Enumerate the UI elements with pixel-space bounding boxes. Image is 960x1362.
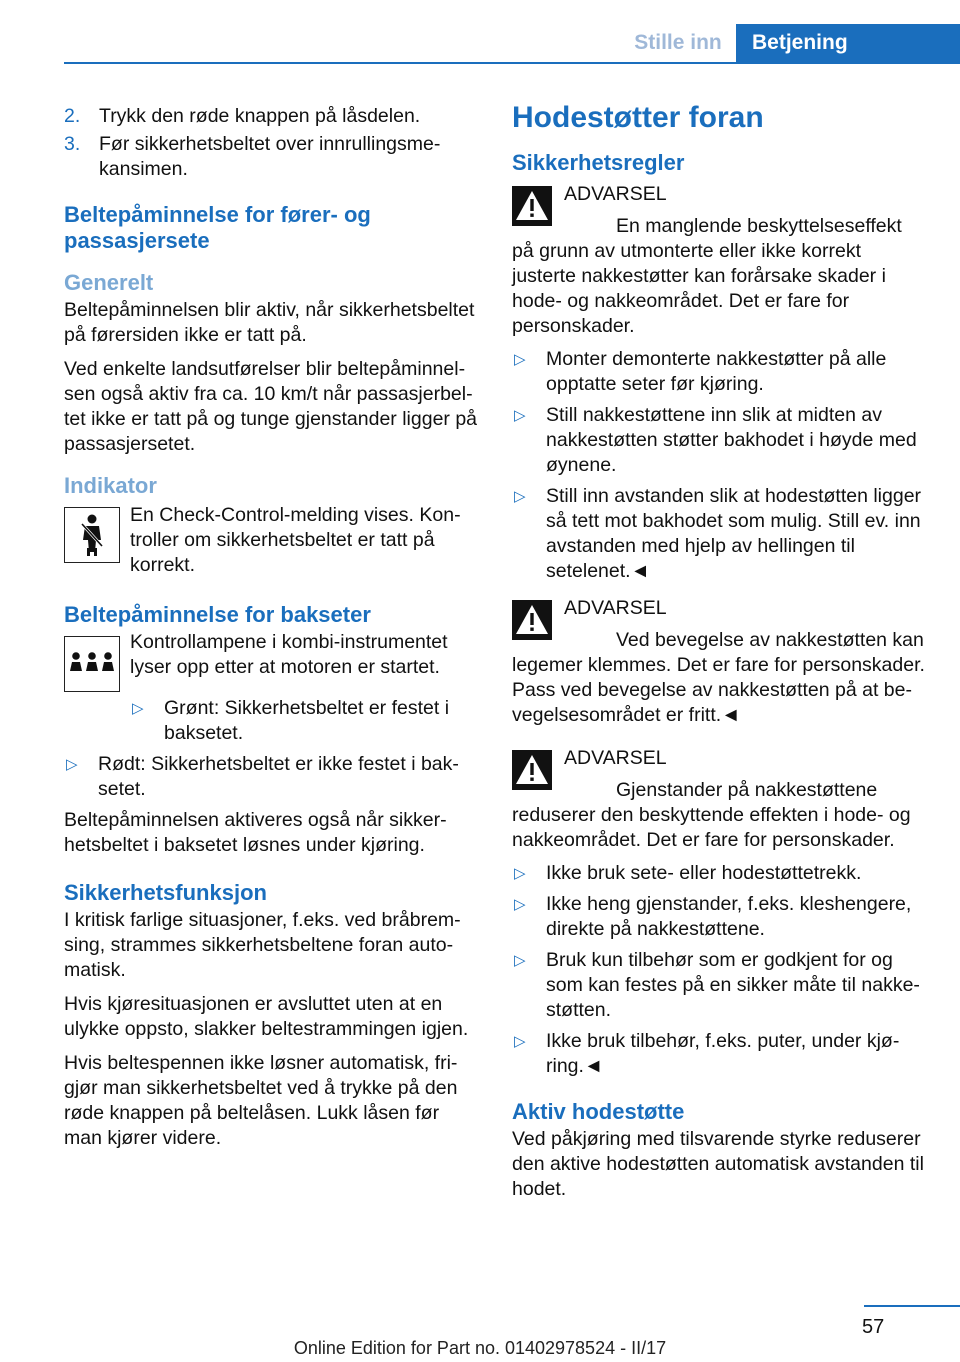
paragraph: Beltepåminnelsen blir aktiv, når sikkerhetsbeltet på førersiden ikke er tatt på. (64, 299, 475, 346)
heading-beltepaminnelse: Beltepåminnelse for fører- og passasjersete (64, 202, 371, 253)
step-text: Trykk den røde knappen på låsdelen. (99, 105, 421, 127)
left-column (64, 104, 480, 1160)
step-number: 2. (64, 105, 81, 127)
bakseter-block (64, 630, 480, 690)
bullet-item (512, 1029, 928, 1079)
footer-rule (864, 1305, 960, 1307)
page-number: 57 (862, 1316, 885, 1338)
warning-block (512, 746, 928, 853)
bullet-item (512, 861, 928, 886)
bullet-marker-icon: ▷ (514, 952, 526, 969)
bullet-marker-icon: ▷ (514, 1033, 526, 1050)
heading-bakseter: Beltepåminnelse for bakseter (64, 602, 371, 627)
bullet-text: Ikke bruk sete- eller hodestøttetrekk. (546, 862, 862, 884)
indikator-block (64, 503, 480, 578)
warning-block (512, 182, 928, 339)
step-number: 3. (64, 133, 81, 155)
bullet-item (512, 892, 928, 942)
paragraph: Ved påkjøring med tilsvarende styrke reduserer den aktive hodestøtten automatisk avstanden til hodet. (512, 1128, 924, 1200)
paragraph: I kritisk farlige situasjoner, f.eks. ved bråbremsing, strammes sikkerhetsbeltene foran automatisk. (64, 909, 461, 981)
bullet-marker-icon: ▷ (514, 488, 526, 505)
bullet-marker-icon: ▷ (514, 865, 526, 882)
numbered-step (64, 132, 480, 182)
warning-text: Ved bevegelse av nakkestøtten kan legemer klemmes. Det er fare for personskader. Pass ved bevegelse av nakkestøtten på at bevegelsesområdet er fritt.◄ (512, 629, 925, 726)
heading-aktiv-hodestotte: Aktiv hodestøtte (512, 1099, 685, 1124)
bullet-text: Bruk kun tilbehør som er godkjent for og som kan festes på en sikker måte til nakkestøtten. (546, 949, 920, 1021)
bullet-text: Ikke heng gjenstander, f.eks. kleshengere, direkte på nakkestøttene. (546, 893, 912, 940)
step-text: Før sikkerhetsbeltet over innrullingsmekansimen. (99, 133, 441, 180)
bullet-text: Ikke bruk tilbehør, f.eks. puter, under kjøring.◄ (546, 1030, 900, 1077)
footer-edition[interactable]: Online Edition for Part no. 01402978524 - II/17 (293, 1338, 667, 1358)
heading-generelt: Generelt (64, 270, 154, 295)
bullet-text: Monter demonterte nakkestøtter på alle opptatte seter før kjøring. (546, 348, 887, 395)
warning-triangle-icon (512, 750, 552, 790)
bullet-marker-icon: ▷ (66, 756, 78, 773)
heading-sikkerhetsregler: Sikkerhetsregler (512, 150, 685, 175)
bullet-marker-icon: ▷ (514, 407, 526, 424)
bakseter-text: Kontrollampene i kombi-instrumentet lyser opp etter at motoren er startet. (130, 631, 448, 678)
bullet-marker-icon: ▷ (514, 351, 526, 368)
header-tab-stille-inn[interactable]: Stille inn (620, 24, 736, 62)
paragraph: Ved enkelte landsutførelser blir beltepåminnelsen også aktiv fra ca. 10 km/t når passasjerbeltet ikke er tatt på og tunge gjenstander ligger på passasjersetet. (64, 358, 478, 455)
seatbelt-warning-icon (64, 507, 120, 563)
paragraph: Hvis beltespennen ikke løsner automatisk, frigjør man sikkerhetsbeltet ved å trykke på den røde knappen på beltelåsen. Lukk låsen før man kjører videre. (64, 1052, 458, 1149)
bullet-marker-icon: ▷ (132, 700, 144, 717)
warning-triangle-icon (512, 600, 552, 640)
bullet-item (130, 696, 480, 746)
warning-text: En manglende beskyttelseseffekt på grunn av utmonterte eller ikke korrekt justerte nakkestøtter kan forårsake skader i hode- og nakkeområdet. Det er fare for personskader. (512, 215, 902, 337)
bullet-marker-icon: ▷ (514, 896, 526, 913)
warning-label: ADVARSEL (564, 597, 667, 619)
bullet-text: Grønt: Sikkerhetsbeltet er festet i baksetet. (164, 697, 450, 744)
warning-text: Gjenstander på nakkestøttene reduserer den beskyttende effekten i hode- og nakkeområdet. Det er fare for personskader. (512, 779, 911, 851)
rear-seats-icon (64, 636, 120, 692)
bullet-item (512, 484, 928, 584)
page-header (0, 0, 960, 64)
indikator-text: En Check-Control-melding vises. Kontroller om sikkerhetsbeltet er tatt på korrekt. (130, 504, 461, 576)
bullet-text: Still inn avstanden slik at hodestøtten ligger så tett mot bakhodet som mulig. Still ev. inn avstanden med hjelp av hellingen til setelenet.◄ (546, 485, 922, 582)
page-heading-hodestotter: Hodestøtter foran (512, 101, 764, 134)
paragraph: Beltepåminnelsen aktiveres også når sikkerhetsbeltet i baksetet løsnes under kjøring. (64, 809, 447, 856)
warning-block (512, 596, 928, 728)
bullet-text: Rødt: Sikkerhetsbeltet er ikke festet i baksetet. (98, 753, 459, 800)
warning-triangle-icon (512, 186, 552, 226)
right-column (512, 101, 928, 1211)
bullet-item (64, 752, 480, 802)
bullet-item (512, 403, 928, 478)
warning-label: ADVARSEL (564, 747, 667, 769)
header-tab-betjening[interactable]: Betjening (736, 24, 960, 62)
warning-label: ADVARSEL (564, 183, 667, 205)
numbered-step (64, 104, 480, 129)
heading-indikator: Indikator (64, 473, 157, 498)
bullet-item (512, 948, 928, 1023)
bullet-text: Still nakkestøttene inn slik at midten av nakkestøtten støtter bakhodet i høyde med øynene. (546, 404, 917, 476)
header-rule (64, 62, 960, 64)
bullet-item (512, 347, 928, 397)
paragraph: Hvis kjøresituasjonen er avsluttet uten at en ulykke oppsto, slakker beltestrammingen igjen. (64, 993, 469, 1040)
heading-sikkerhetsfunksjon: Sikkerhetsfunksjon (64, 880, 267, 905)
